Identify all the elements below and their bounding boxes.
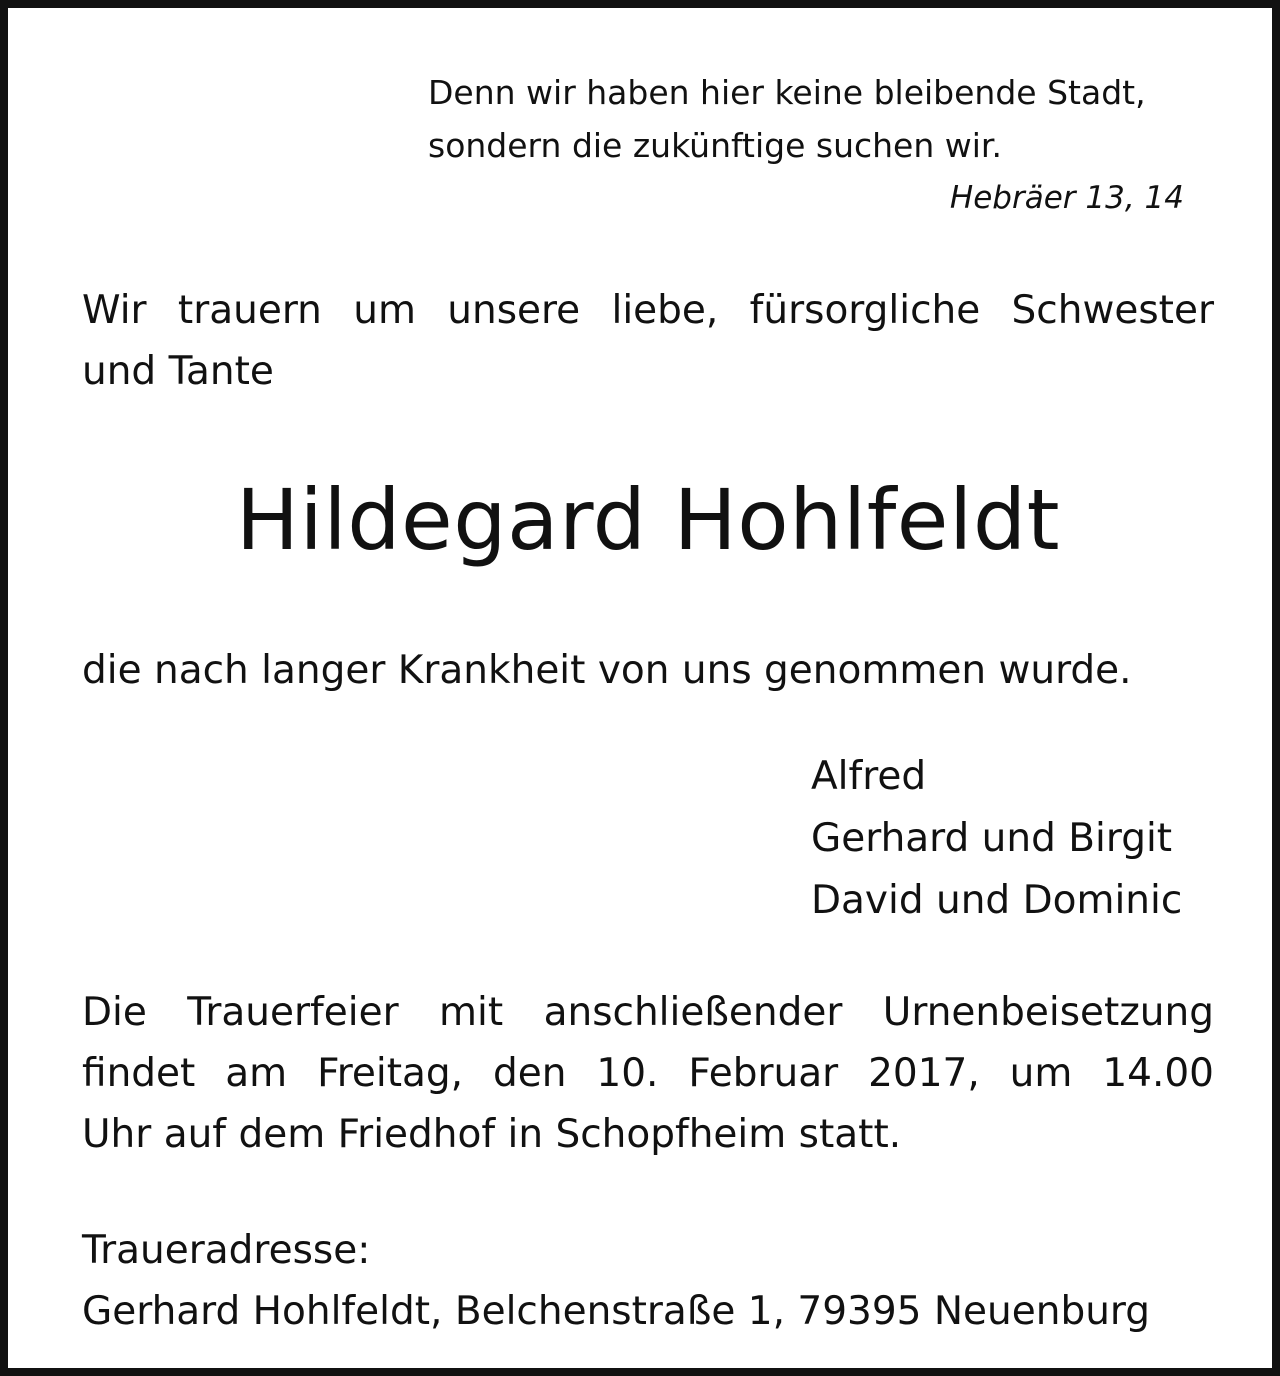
mourning-address xyxy=(82,1220,1214,1342)
ceremony-line: Die Trauerfeier mit anschließender Urnenbeisetzung xyxy=(82,990,1214,1035)
mourner-name: Gerhard und Birgit xyxy=(811,816,1173,861)
bible-quote xyxy=(428,66,1218,172)
ceremony-paragraph xyxy=(82,982,1214,1165)
intro-line: und Tante xyxy=(82,349,274,394)
ceremony-line: findet am Freitag, den 10. Februar 2017, um 14.00 xyxy=(82,1051,1214,1096)
mourner-name: David und Dominic xyxy=(811,878,1183,923)
mourner-name: Alfred xyxy=(811,754,927,799)
address-label: Traueradresse: xyxy=(82,1228,371,1273)
taken-paragraph: die nach langer Krankheit von uns genommen wurde. xyxy=(82,648,1132,693)
mourners-list xyxy=(811,746,1182,932)
intro-line: Wir trauern um unsere liebe, fürsorgliche Schwester xyxy=(82,288,1214,333)
address-value: Gerhard Hohlfeldt, Belchenstraße 1, 79395 Neuenburg xyxy=(82,1289,1151,1334)
ceremony-line: Uhr auf dem Friedhof in Schopfheim statt. xyxy=(82,1112,902,1157)
deceased-name: Hildegard Hohlfeldt xyxy=(235,471,1061,569)
intro-paragraph xyxy=(82,280,1214,402)
quote-source: Hebräer 13, 14 xyxy=(949,180,1184,216)
quote-line: Denn wir haben hier keine bleibende Stadt, xyxy=(428,73,1146,112)
quote-line: sondern die zukünftige suchen wir. xyxy=(428,126,1002,165)
